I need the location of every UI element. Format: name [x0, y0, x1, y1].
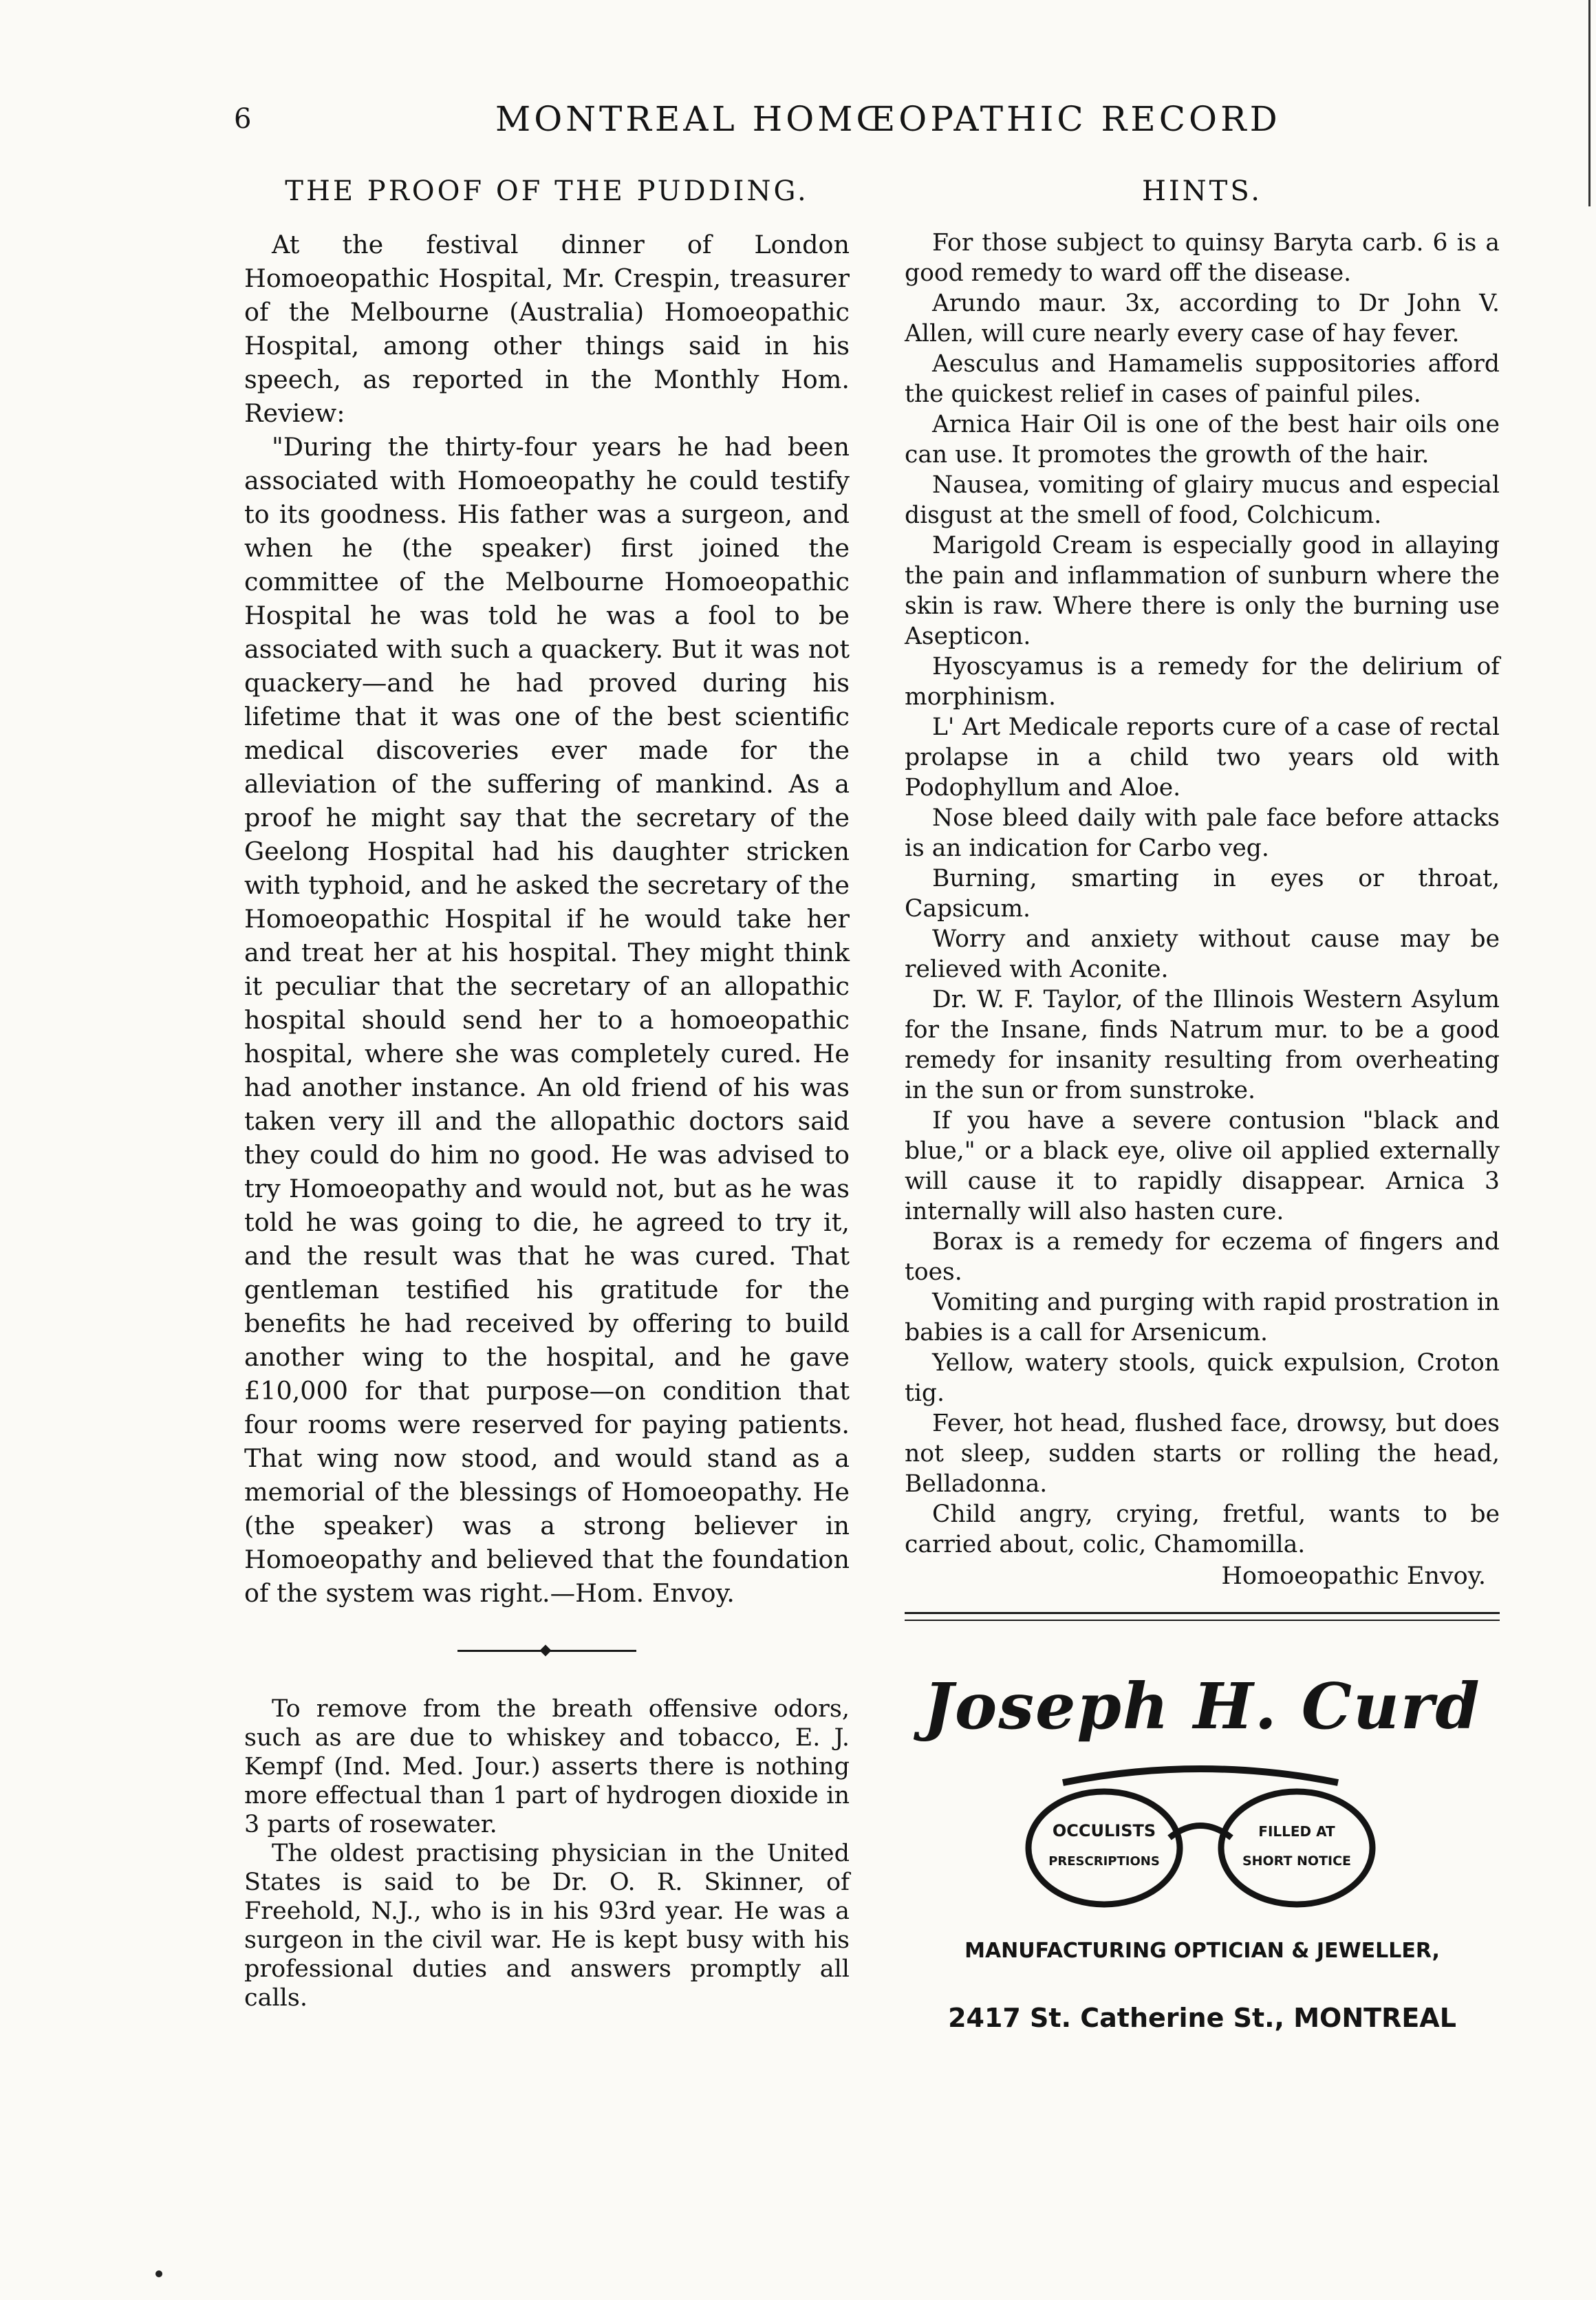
ad-top-rule [905, 1612, 1500, 1614]
hint-item: Vomiting and purging with rapid prostration in babies is a call for Arsenicum. [905, 1289, 1500, 1346]
spectacles-icon [980, 1762, 1421, 1920]
article-heading: THE PROOF OF THE PUDDING. [285, 175, 809, 207]
note-paragraph: To remove from the breath offensive odors, such as are due to whiskey and tobacco, E. J. Kempf (Ind. Med. Jour.) asserts there is nothing more effectual than 1 part of hydrogen dioxide in 3 parts of rosewater. [244, 1695, 850, 1838]
right-column [905, 175, 1500, 2034]
print-speck [155, 2270, 162, 2277]
right-lens-line: FILLED AT [1258, 1823, 1335, 1840]
hint-item: Nose bleed daily with pale face before attacks is an indication for Carbo veg. [905, 804, 1500, 862]
hint-item: For those subject to quinsy Baryta carb. 6 is a good remedy to ward off the disease. [905, 229, 1500, 287]
page-number: 6 [234, 103, 252, 135]
hint-item: Yellow, watery stools, quick expulsion, Croton tig. [905, 1349, 1500, 1407]
hint-item: Worry and anxiety without cause may be relieved with Aconite. [905, 925, 1500, 983]
note-paragraph: The oldest practising physician in the United States is said to be Dr. O. R. Skinner, of Freehold, N.J., who is in his 93rd year. He was a surgeon in the civil war. He is kept busy with his professional duties and answers promptly all calls. [244, 1840, 850, 2012]
hints-signature: Homoeopathic Envoy. [1221, 1562, 1486, 1590]
article-paragraph: At the festival dinner of London Homoeopathic Hospital, Mr. Crespin, treasurer of the Melbourne (Australia) Homoeopathic Hospital, among other things said in his speech, as reported in the Monthly Hom. Review: [244, 230, 850, 428]
optician-advertisement [905, 1621, 1500, 2034]
hint-item: Arundo maur. 3x, according to Dr John V. Allen, will cure nearly every case of hay fever. [905, 290, 1500, 347]
running-title: MONTREAL HOMŒOPATHIC RECORD [495, 99, 1281, 139]
hint-item: Marigold Cream is especially good in allaying the pain and inflammation of sunburn where the skin is raw. Where there is only the burning use Asepticon. [905, 532, 1500, 650]
left-lens-line: OCCULISTS [1052, 1821, 1156, 1840]
hint-item: If you have a severe contusion "black and blue," or a black eye, olive oil applied externally will cause it to rapidly disappear. Arnica 3 internally will also hasten cure. [905, 1107, 1500, 1225]
scan-edge-line [1588, 0, 1590, 206]
ornamental-divider [457, 1650, 636, 1652]
hint-item: Dr. W. F. Taylor, of the Illinois Western Asylum for the Insane, finds Natrum mur. to be a good remedy for insanity resulting from overheating in the sun or from sunstroke. [905, 986, 1500, 1104]
hint-item: Nausea, vomiting of glairy mucus and especial disgust at the smell of food, Colchicum. [905, 471, 1500, 529]
hint-item: Fever, hot head, flushed face, drowsy, but does not sleep, sudden starts or rolling the head, Belladonna. [905, 1410, 1500, 1498]
left-column [244, 175, 850, 2012]
ad-address: 2417 St. Catherine St., MONTREAL [948, 2003, 1456, 2033]
hint-item: Hyoscyamus is a remedy for the delirium of morphinism. [905, 653, 1500, 711]
hints-heading: HINTS. [1141, 175, 1263, 207]
hint-item: Aesculus and Hamamelis suppositories afford the quickest relief in cases of painful piles. [905, 350, 1500, 408]
hint-item: Burning, smarting in eyes or throat, Capsicum. [905, 865, 1500, 923]
hint-item: Child angry, crying, fretful, wants to be carried about, colic, Chamomilla. [905, 1501, 1500, 1558]
hint-item: Arnica Hair Oil is one of the best hair oils one can use. It promotes the growth of the hair. [905, 411, 1500, 469]
ad-business-name: Joseph H. Curd [923, 1669, 1481, 1743]
left-lens-line: PRESCRIPTIONS [1048, 1854, 1160, 1869]
hint-item: L' Art Medicale reports cure of a case of rectal prolapse in a child two years old with Podophyllum and Aloe. [905, 713, 1500, 802]
hint-item: Borax is a remedy for eczema of fingers and toes. [905, 1228, 1500, 1286]
ad-tagline: MANUFACTURING OPTICIAN & JEWELLER, [964, 1939, 1440, 1963]
article-paragraph: "During the thirty-four years he had been associated with Homoeopathy he could testify to its goodness. His father was a surgeon, and when he (the speaker) first joined the committee of the Melbourne Homoeopathic Hospital he was told he was a fool to be associated with such a quackery. But it was not quackery—and he had proved during his lifetime that it was one of the best scientific medical discoveries ever made for the alleviation of the suffering of mankind. As a proof he might say that the secretary of the Geelong Hospital had his daughter stricken with typhoid, and he asked the secretary of the Homoeopathic Hospital if he would take her and treat her at his hospital. They might think it peculiar that the secretary of an allopathic hospital should send her to a homoeopathic hospital, where she was completely cured. He had another instance. An old friend of his was taken very ill and the allopathic doctors said they could do him no good. He was advised to try Homoeopathy and would not, but as he was told he was going to die, he agreed to try it, and the result was that he was cured. That gentleman testified his gratitude for the benefits he had received by offering to build another wing to the hospital, and he gave £10,000 for that purpose—on condition that four rooms were reserved for paying patients. That wing now stood, and would stand as a memorial of the blessings of Homoeopathy. He (the speaker) was a strong believer in Homoeopathy and believed that the foundation of the system was right.—Hom. Envoy. [244, 432, 850, 1608]
page-header [234, 96, 1513, 144]
right-lens-line: SHORT NOTICE [1242, 1853, 1352, 1869]
